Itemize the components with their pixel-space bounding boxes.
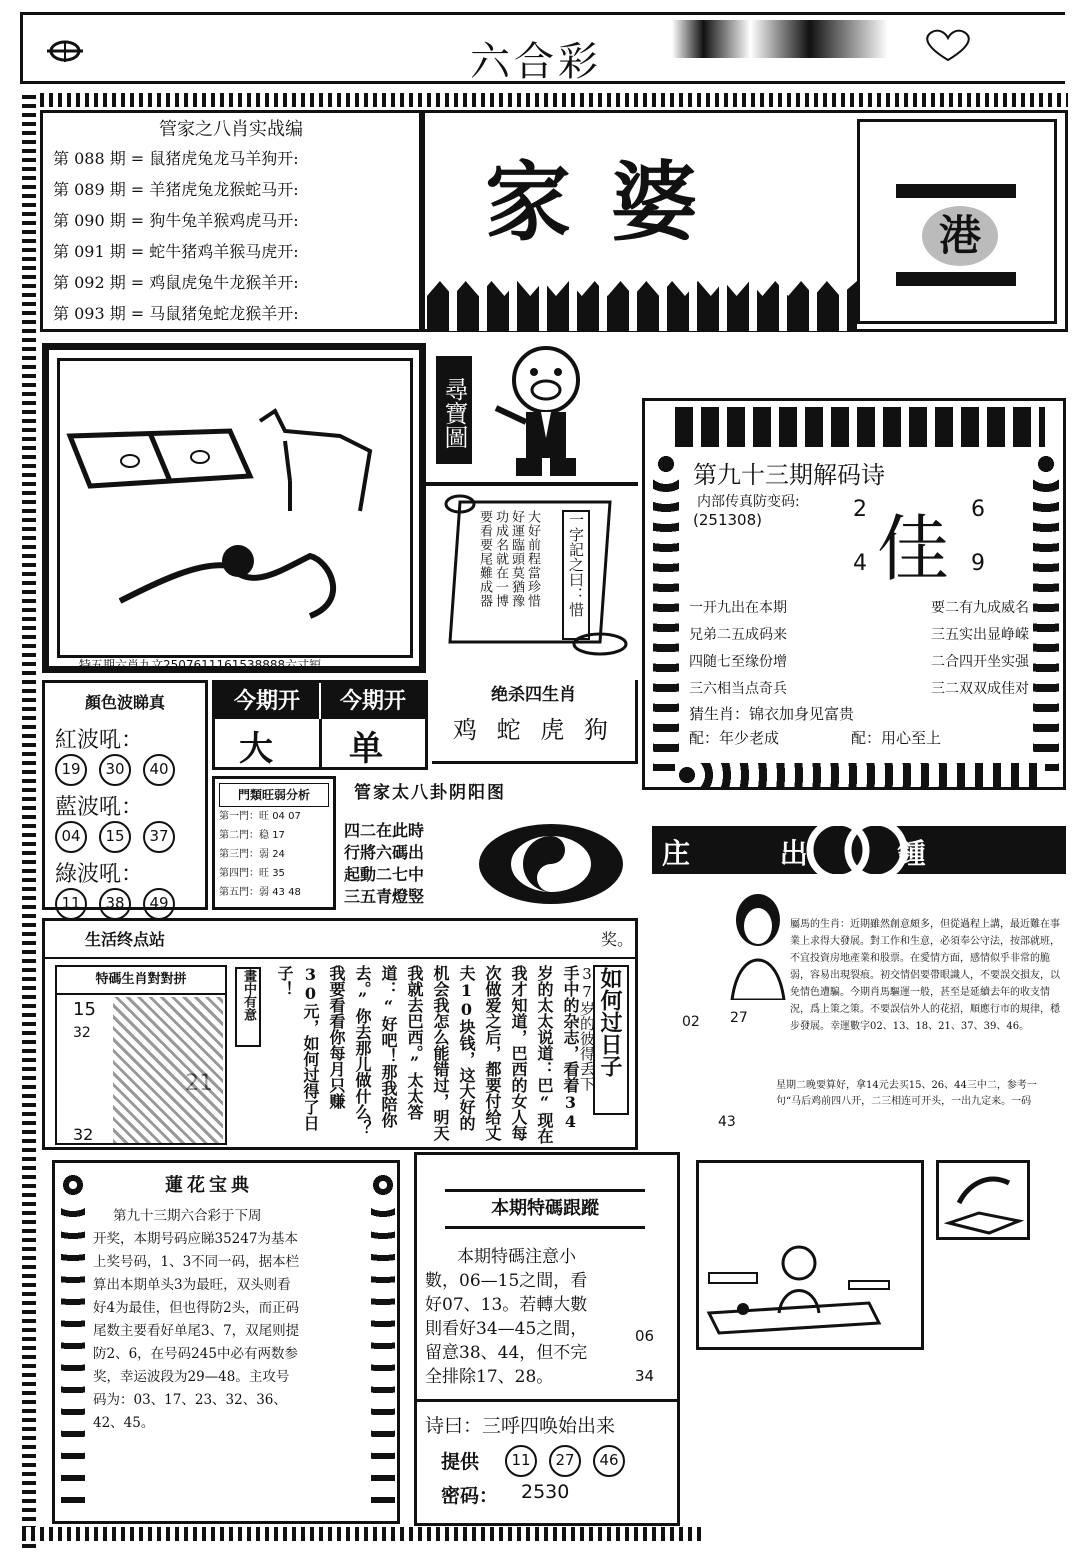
wave-title: 顏色波睇真 xyxy=(84,693,165,712)
poem-sub1: 内部传真防变码: xyxy=(697,494,800,510)
xunbao-bottom-text: 特五期六肖九文2507611161538888六寸短 xyxy=(79,658,322,672)
pig-ground-line xyxy=(426,482,638,486)
bazhi-panel xyxy=(40,110,422,332)
banner-spikes xyxy=(427,281,857,331)
banner-panel xyxy=(422,110,1068,332)
men-row: 第三門：弱 24 xyxy=(219,849,285,860)
wave-label-blue: 藍波吼： xyxy=(55,795,144,820)
kai-panel xyxy=(212,680,428,770)
life-title-rule xyxy=(45,957,635,959)
banner-text: 家婆 xyxy=(485,152,737,253)
lotus-text: 第九十三期六合彩于下周 开奖，本期号码应睇35247为基本 上奖号码，1、3不同一码，据本栏 算出本期单头3为最旺，双头则看 好4为最佳，但也得防2头，而正码 尾数主要看好单尾3、7，双尾则提 防2、6，在号码245中必有两数参 奖，幸运波段为29—48。主攻号 码为：03、17、23、32、36、 42、45。 xyxy=(93,1208,300,1431)
jue-title: 绝杀四生肖 xyxy=(491,685,576,705)
track-text: 本期特碼注意小 數，06—15之間，看 好07、13。若轉大數 則看好34—45之間， 留意38、44，但不完 全排除17、28。 xyxy=(425,1247,588,1387)
reading-hand-drawing xyxy=(936,1160,1030,1240)
track-title: 本期特碼跟蹤 xyxy=(445,1189,645,1229)
zhong-text: 庄 出 鍾 碼 xyxy=(662,837,966,910)
badge-bar xyxy=(896,184,1016,198)
poem-flower-bottom xyxy=(675,763,1045,787)
track-code-label: 密码： xyxy=(441,1485,499,1507)
men-rows xyxy=(219,807,329,902)
header-title: 六合彩 xyxy=(470,39,602,85)
globe-icon xyxy=(45,38,85,64)
bagua-title: 管家太八卦阴阳图 xyxy=(354,783,506,803)
yizi-scroll xyxy=(440,492,636,664)
track-panel xyxy=(414,1152,680,1526)
poem-num: 6 xyxy=(971,497,985,522)
wave-nums-green: 11 38 49 xyxy=(55,888,195,920)
life-title-tail: 奖。 xyxy=(601,930,634,949)
yizi-title: 一字記之曰：惜 xyxy=(562,510,590,640)
poem-panel xyxy=(642,398,1066,790)
men-row: 第四門：旺 35 xyxy=(219,868,285,879)
track-code: 2530 xyxy=(521,1481,570,1503)
men-title: 門類旺弱分析 xyxy=(219,783,329,807)
jue-panel xyxy=(432,680,638,764)
jue-animals: 鸡 蛇 虎 狗 xyxy=(453,716,614,744)
poem-top-band xyxy=(675,407,1045,447)
life-story: 手中的杂志，看着34岁的太太说道：巴“现在我才知道，巴西的女人每次做爱之后，都要付给丈夫10块钱，这大好的机会我怎么能错过，明天我就去巴西。”太太答道：“好吧！那我陪你去。”你去那儿做什么？我要看看你每月只赚30元，如何过得了日子！ xyxy=(275,965,580,1144)
wave-nums-blue: 04 15 37 xyxy=(55,821,195,853)
poem-title: 第九十三期解码诗 xyxy=(693,461,885,489)
lotus-title: 蓮花宝典 xyxy=(165,1175,253,1196)
poem-num: 4 xyxy=(853,551,867,576)
poem-num: 2 xyxy=(853,497,867,522)
poem-line: 一开九出在本期 要二有九成威名 xyxy=(689,600,1029,616)
kai-divider xyxy=(319,719,322,767)
xunbao-drawing xyxy=(60,361,410,656)
kai-value-1: 大 xyxy=(239,729,273,769)
poem-guess: 猜生肖：锦衣加身见富贵 xyxy=(689,705,855,723)
men-panel xyxy=(212,776,336,910)
track-verse: 诗曰：三呼四唤始出来 xyxy=(425,1415,616,1437)
life-grid-title: 特碼生肖對對拼 xyxy=(57,967,225,995)
grid-num: 32 xyxy=(73,1125,94,1144)
lotus-coins-left xyxy=(61,1173,85,1517)
poem-num: 9 xyxy=(971,551,985,576)
kai-header-2: 今期开 xyxy=(321,683,425,719)
track-side-num: 06 xyxy=(635,1327,655,1345)
poem-pei1: 配：年少老成 xyxy=(689,729,780,747)
poem-pei2: 配：用心至上 xyxy=(851,729,942,747)
lotus-coins-right xyxy=(371,1173,395,1517)
grid-num: 15 xyxy=(73,999,96,1020)
poem-flower-right xyxy=(1033,451,1059,771)
men-row: 第一門：旺 04 07 xyxy=(219,811,301,822)
wave-label-red: 紅波吼： xyxy=(55,728,144,753)
top-ornament-border xyxy=(22,93,1068,107)
wave-nums-red: 19 30 40 xyxy=(55,754,195,786)
poem-lines xyxy=(689,595,1029,703)
badge-bar xyxy=(896,272,1016,286)
banner-badge-box xyxy=(857,119,1057,324)
header-right-strip xyxy=(672,20,1065,58)
track-divider xyxy=(417,1399,677,1402)
badge-text: 港 xyxy=(922,206,998,266)
bagua-panel xyxy=(340,776,638,910)
monkey-drawing xyxy=(696,1160,924,1350)
ma-num: 02 xyxy=(682,1014,700,1030)
track-side-num: 34 xyxy=(635,1367,655,1385)
pig-mascot-icon xyxy=(486,338,606,483)
life-title: 生活终点站 xyxy=(85,930,166,949)
yizi-verse: 大好前程當珍惜 好運臨頭莫猶豫 功成名就在一博 要看要尾難成器 xyxy=(477,510,540,608)
bottom-ornament-border xyxy=(22,1527,702,1541)
life-grid xyxy=(55,965,227,1145)
life-hint: 畫中有意 xyxy=(235,967,261,1047)
life-side-title: 如何过日子 xyxy=(593,965,629,1115)
poem-big-char: 佳 xyxy=(877,507,950,591)
ma-paragraph-2: 星期二晚要算好，拿14元去买15、26、44三中二，参考一句“马后鸡前四八开，二三相连可开头，一出九定来。一码 xyxy=(776,1080,1037,1107)
wave-panel xyxy=(42,680,208,910)
grid-num: 32 xyxy=(73,1025,91,1041)
grid-image xyxy=(113,997,223,1143)
yinyang-icon xyxy=(476,822,626,906)
xunbao-inner xyxy=(57,358,413,658)
kai-header-1: 今期开 xyxy=(215,683,319,719)
track-provide-nums: 11 27 46 xyxy=(505,1445,637,1477)
bazhi-row: 第 089 期 = 羊猪虎兔龙猴蛇马开: xyxy=(53,180,299,199)
poem-sub2: (251308) xyxy=(693,511,762,529)
xunbao-label: 尋寶圖 xyxy=(436,356,472,464)
poem-line: 三六相当点奇兵 三二双双成佳对 xyxy=(689,681,1029,697)
lotus-panel xyxy=(52,1160,400,1524)
bazhi-row: 第 090 期 = 狗牛兔羊猴鸡虎马开: xyxy=(53,211,299,230)
bazhi-row: 第 088 期 = 鼠猪虎兔龙马羊狗开: xyxy=(53,149,299,168)
header-heart-icon xyxy=(918,24,978,64)
xunbao-frame xyxy=(42,343,426,673)
ma-num: 27 xyxy=(730,1010,748,1026)
bazhi-title: 管家之八肖实战编 xyxy=(159,119,303,140)
men-row: 第二門：稳 17 xyxy=(219,830,285,841)
woman-portrait xyxy=(728,890,788,1000)
left-ornament-border xyxy=(22,93,36,1548)
life-panel xyxy=(42,918,638,1150)
zhong-band xyxy=(652,826,1066,910)
bazhi-row: 第 091 期 = 蛇牛猪鸡羊猴马虎开: xyxy=(53,242,299,261)
men-row: 第五門：弱 43 48 xyxy=(219,887,301,898)
track-provide-label: 提供 xyxy=(441,1451,480,1473)
ma-panel xyxy=(680,880,1066,1160)
bazhi-row: 第 092 期 = 鸡鼠虎兔牛龙猴羊开: xyxy=(53,273,299,292)
wave-label-green: 綠波吼： xyxy=(55,862,144,887)
poem-flower-left xyxy=(653,451,679,771)
bazhi-row: 第 093 期 = 马鼠猪兔蛇龙猴羊开: xyxy=(53,304,299,323)
poem-line: 兄弟二五成码来 三五实出显峥嵘 xyxy=(689,627,1029,643)
ma-num: 43 xyxy=(718,1114,736,1130)
life-right-col: 37岁的彼得丢下 xyxy=(578,965,596,1091)
kai-value-2: 单 xyxy=(349,729,383,769)
ma-paragraph: 屬馬的生肖：近期雖然創意頗多，但從過程上講，最近難在事業上求得大發展。對工作和生意，必須奉公守法，按部就班，不宜投資房地產業和股票。在愛情方面，感情似乎非常的脆弱，容易出現裂痕。初交情侶要帶眼識人，不要誤交損友，以免情色遭騙。今期肖馬驅運一般，甚至是延續去年的收支情況，爲上策之策。不要誤信外人的花招，順應行市的規律，穩步發展。幸運數字02、13、18、21、37、39、46。 xyxy=(790,919,1060,1032)
bazhi-list xyxy=(53,143,409,329)
poem-line: 四随七至缘份增 二合四开坐实强 xyxy=(689,654,1029,670)
bagua-lines: 四二在此時 行將六碼出 起動二七中 三五青燈竪 xyxy=(344,821,425,906)
